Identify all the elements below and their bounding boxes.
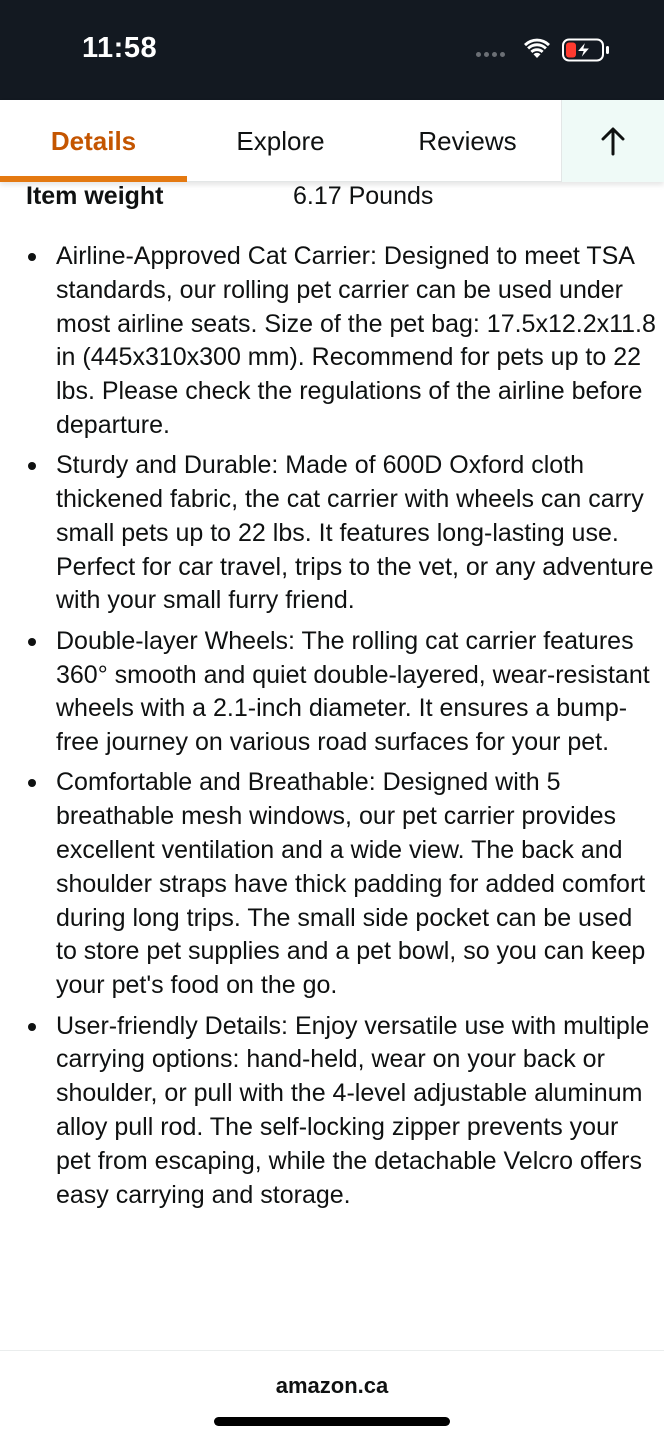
feature-bullet-text: Sturdy and Durable: Made of 600D Oxford cloth thickened fabric, the cat carrier with wheels can carry small pets up to 22 lbs. It features long-lasting use. Perfect for car travel, trips to the vet, or any adventure with your small furry friend.: [56, 451, 654, 615]
wifi-icon: [524, 38, 550, 60]
tab-bar: [0, 100, 664, 182]
item-weight-label: Item weight: [26, 182, 164, 210]
feature-bullet-text: Airline-Approved Cat Carrier: Designed to meet TSA standards, our rolling pet carrier can be used under most airline seats. Size of the pet bag: 17.5x12.2x11.8 in (445x310x300 mm). Recommend for pets up to 22 lbs. Please check the regulations of the airline before departure.: [56, 242, 656, 439]
battery-charging-icon: [562, 38, 610, 62]
bullet-dot-icon: [28, 462, 36, 470]
feature-bullet-text: Comfortable and Breathable: Designed with 5 breathable mesh windows, our pet carrier provides excellent ventilation and a wide view. The back and shoulder straps have thick padding for added comfort during long trips. The small side pocket can be used to store pet supplies and a pet bowl, so you can keep your pet's food on the go.: [56, 768, 646, 1000]
tab-details[interactable]: Details: [0, 100, 187, 182]
bullet-dot-icon: [28, 1023, 36, 1031]
status-bar: [0, 0, 664, 100]
home-indicator[interactable]: [214, 1417, 450, 1426]
feature-bullet-airline-approved: [26, 240, 656, 443]
url-domain-label[interactable]: amazon.ca: [275, 1373, 389, 1398]
feature-bullet-text: User-friendly Details: Enjoy versatile use with multiple carrying options: hand-held, wear on your back or shoulder, or pull with the 4-level adjustable aluminum alloy pull rod. The self-locking zipper prevents your pet from escaping, while the detachable Velcro offers easy carrying and storage.: [56, 1011, 650, 1209]
feature-bullet-text: Double-layer Wheels: The rolling cat carrier features 360° smooth and quiet double-layered, wear-resistant wheels with a 2.1-inch diameter. It ensures a bump-free journey on various road surfaces for your pet.: [56, 626, 650, 757]
tab-reviews[interactable]: Reviews: [418, 125, 517, 156]
bullet-dot-icon: [28, 253, 36, 261]
product-details: [0, 182, 664, 1350]
feature-bullet-wheels: [26, 625, 656, 760]
feature-bullet-list: [26, 240, 656, 1219]
arrow-up-icon: [599, 126, 627, 156]
status-time: 11:58: [82, 32, 158, 64]
tab-explore[interactable]: Explore: [236, 125, 325, 156]
item-weight-row: [26, 182, 646, 212]
item-weight-value: 6.17 Pounds: [293, 182, 434, 210]
scroll-to-top-button[interactable]: [561, 100, 664, 182]
feature-bullet-user-friendly: [26, 1010, 656, 1213]
bullet-dot-icon: [28, 638, 36, 646]
feature-bullet-breathable: [26, 766, 656, 1003]
signal-dots-icon: [476, 52, 505, 57]
bullet-dot-icon: [28, 779, 36, 787]
browser-bottom-bar: [0, 1350, 664, 1440]
feature-bullet-sturdy: [26, 449, 656, 618]
